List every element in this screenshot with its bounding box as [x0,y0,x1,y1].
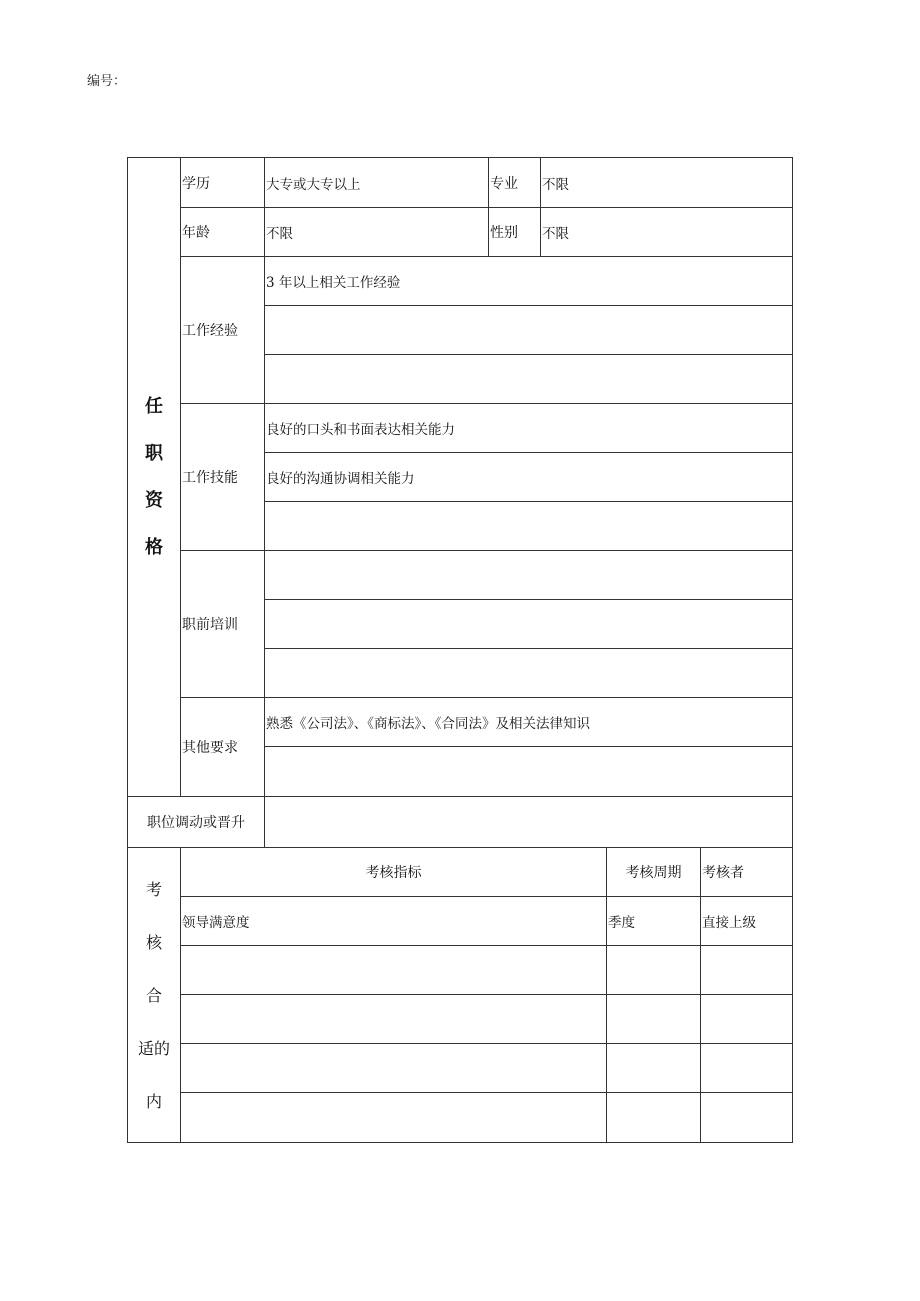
gender-label: 性别 [489,208,541,257]
transfer-value[interactable] [265,797,793,848]
gender-value[interactable]: 不限 [541,208,793,257]
other-requirements-line[interactable]: 熟悉《公司法》、《商标法》、《合同法》及相关法律知识 [265,698,793,747]
period-cell[interactable] [607,1093,701,1143]
training-line[interactable] [265,649,793,698]
assessor-cell[interactable] [701,995,793,1044]
qualifications-title-char: 职 [145,443,163,464]
qualifications-title-char: 格 [145,537,163,558]
assessment-title-char: 内 [145,1091,162,1111]
period-cell[interactable] [607,1044,701,1093]
education-value[interactable]: 大专或大专以上 [265,158,489,208]
major-value[interactable]: 不限 [541,158,793,208]
qualifications-title-char: 任 [145,396,163,417]
training-line[interactable] [265,600,793,649]
major-label: 专业 [489,158,541,208]
assessor-cell[interactable]: 直接上级 [701,897,793,946]
experience-label: 工作经验 [181,257,265,404]
experience-row [128,257,793,306]
age-label: 年龄 [181,208,265,257]
education-row [128,158,793,208]
period-header: 考核周期 [607,848,701,897]
indicator-cell[interactable] [181,1093,607,1143]
indicator-cell[interactable] [181,995,607,1044]
assessment-row [128,897,793,946]
assessment-title-char: 考 [145,879,162,899]
indicator-header: 考核指标 [181,848,607,897]
serial-number-label: 编号： [87,74,127,89]
assessment-title-char: 适的 [137,1038,170,1058]
skills-line[interactable]: 良好的沟通协调相关能力 [265,453,793,502]
transfer-row [128,797,793,848]
assessor-cell[interactable] [701,946,793,995]
experience-line[interactable] [265,355,793,404]
assessment-header-row [128,848,793,897]
assessor-header: 考核者 [701,848,793,897]
experience-line[interactable]: 3 年以上相关工作经验 [265,257,793,306]
transfer-label: 职位调动或晋升 [128,797,265,848]
assessment-title-char: 核 [145,932,162,952]
indicator-cell[interactable]: 领导满意度 [181,897,607,946]
qualifications-title [128,158,181,797]
indicator-cell[interactable] [181,1044,607,1093]
indicator-cell[interactable] [181,946,607,995]
other-requirements-label: 其他要求 [181,698,265,797]
period-cell[interactable]: 季度 [607,897,701,946]
experience-line[interactable] [265,306,793,355]
assessment-row [128,1093,793,1143]
qualifications-title-char: 资 [145,490,163,511]
education-label: 学历 [181,158,265,208]
other-requirements-row [128,698,793,747]
training-label: 职前培训 [181,551,265,698]
assessor-cell[interactable] [701,1093,793,1143]
assessment-title [128,848,181,1143]
training-line[interactable] [265,551,793,600]
period-cell[interactable] [607,995,701,1044]
assessment-row [128,1044,793,1093]
age-value[interactable]: 不限 [265,208,489,257]
job-description-table [127,157,793,1143]
assessment-title-char: 合 [145,985,162,1005]
assessment-row [128,995,793,1044]
other-requirements-line[interactable] [265,747,793,797]
skills-line[interactable] [265,502,793,551]
skills-label: 工作技能 [181,404,265,551]
age-row [128,208,793,257]
assessor-cell[interactable] [701,1044,793,1093]
assessment-row [128,946,793,995]
period-cell[interactable] [607,946,701,995]
training-row [128,551,793,600]
skills-line[interactable]: 良好的口头和书面表达相关能力 [265,404,793,453]
skills-row [128,404,793,453]
